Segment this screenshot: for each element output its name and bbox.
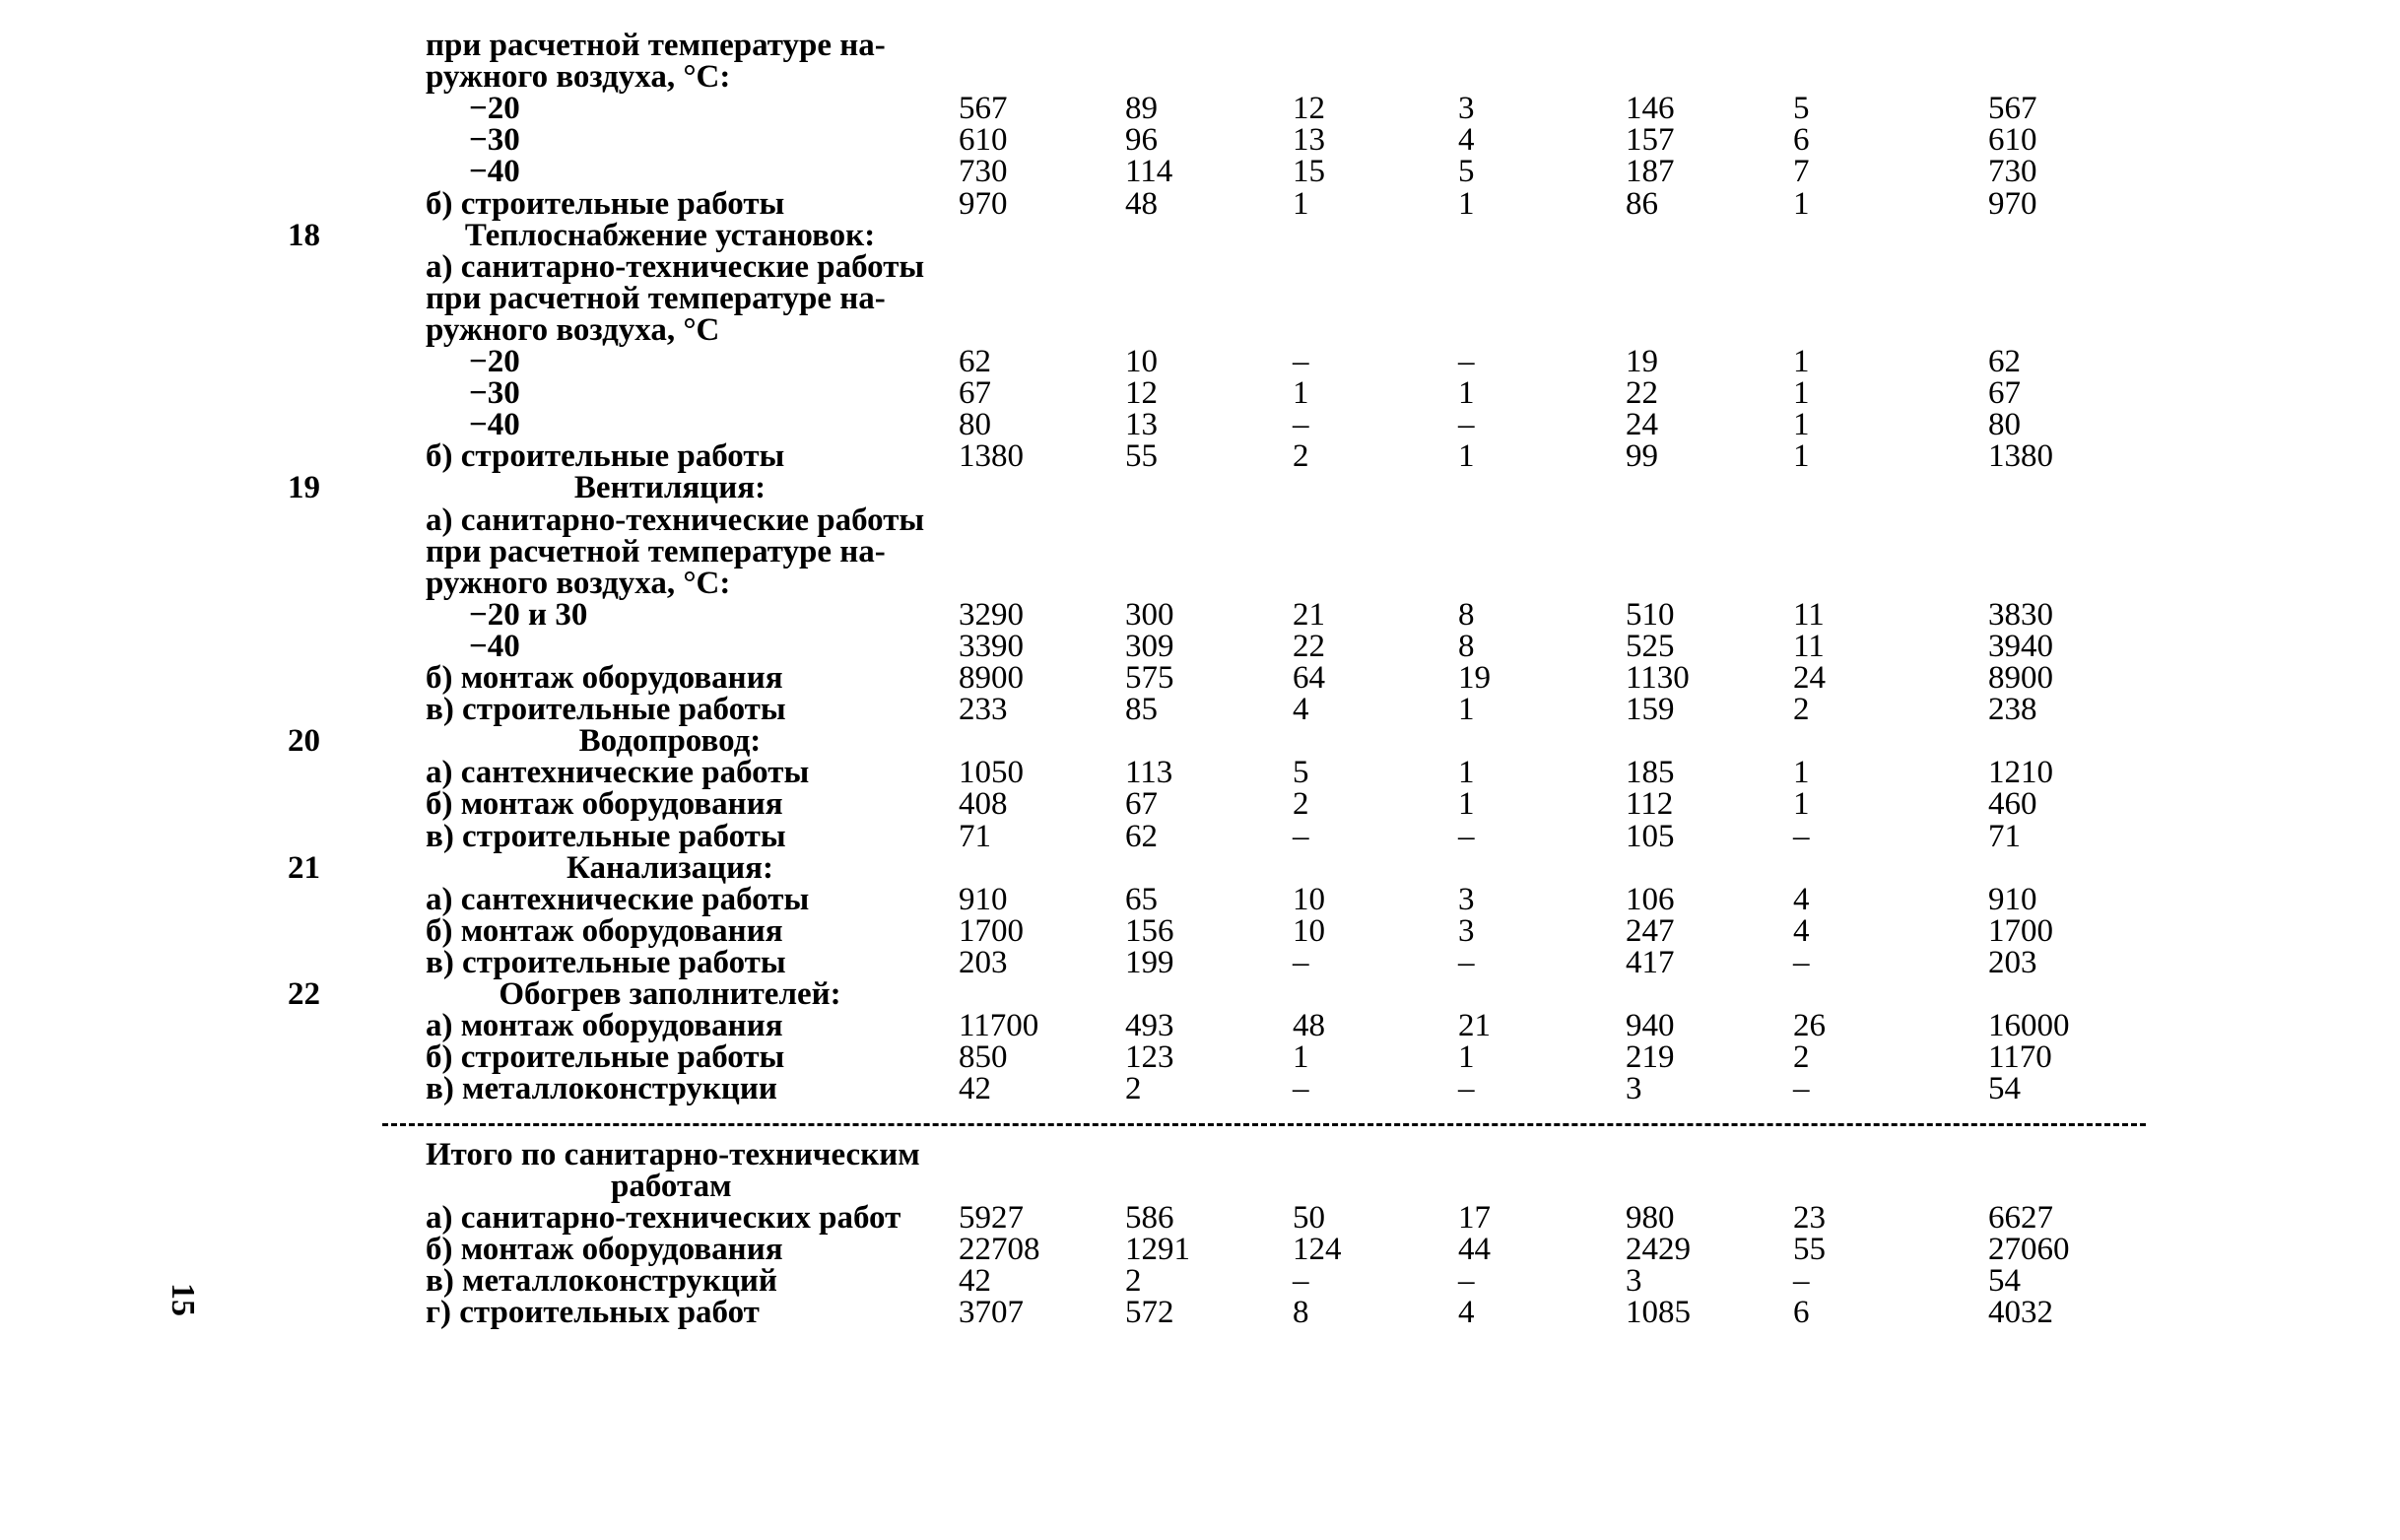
cell-value: 1	[1793, 344, 1810, 379]
cell-value: 44	[1458, 1232, 1491, 1267]
cell-value: 10	[1293, 913, 1325, 949]
table-row	[0, 220, 2400, 251]
cell-value: 3	[1626, 1071, 1642, 1106]
cell-value: 99	[1626, 438, 1658, 474]
cell-value: 3707	[959, 1295, 1024, 1330]
cell-value: 1	[1458, 692, 1475, 727]
cell-value: 5	[1793, 91, 1810, 126]
cell-value: –	[1293, 819, 1309, 854]
cell-value: 157	[1626, 122, 1675, 158]
section-number: 22	[288, 976, 320, 1012]
table-row	[0, 61, 2400, 93]
row-label: −40	[469, 407, 520, 442]
cell-value: 22	[1293, 629, 1325, 664]
table-row	[0, 1234, 2400, 1265]
cell-value: 8900	[959, 660, 1024, 696]
cell-value: 1380	[1988, 438, 2053, 474]
table-row	[0, 978, 2400, 1010]
cell-value: 567	[959, 91, 1008, 126]
row-label: в) металлоконструкции	[426, 1071, 777, 1106]
cell-value: 1130	[1626, 660, 1690, 696]
row-label: б) монтаж оборудования	[426, 660, 783, 696]
row-label: Итого по санитарно-техническим	[426, 1137, 920, 1172]
cell-value: 105	[1626, 819, 1675, 854]
cell-value: 85	[1125, 692, 1158, 727]
cell-value: 1	[1458, 186, 1475, 222]
row-label: ружного воздуха, °C:	[426, 566, 731, 601]
cell-value: 67	[959, 375, 991, 411]
cell-value: 3	[1626, 1263, 1642, 1299]
row-label: г) строительных работ	[426, 1295, 760, 1330]
row-label: Теплоснабжение установок:	[464, 218, 876, 253]
cell-value: 1	[1793, 407, 1810, 442]
cell-value: 4	[1793, 882, 1810, 917]
cell-value: 8900	[1988, 660, 2053, 696]
table-row	[0, 1041, 2400, 1073]
row-label: ружного воздуха, °C	[426, 312, 720, 348]
table-row	[0, 788, 2400, 820]
cell-value: 1	[1793, 438, 1810, 474]
row-label: б) монтаж оборудования	[426, 1232, 783, 1267]
cell-value: 203	[959, 945, 1008, 980]
table-row	[0, 694, 2400, 725]
table-row	[0, 1297, 2400, 1328]
table-row	[0, 884, 2400, 915]
cell-value: 1	[1458, 1039, 1475, 1075]
cell-value: 309	[1125, 629, 1174, 664]
cell-value: 300	[1125, 597, 1174, 633]
cell-value: 16000	[1988, 1008, 2070, 1043]
row-label: в) строительные работы	[426, 819, 786, 854]
row-label: а) санитарно-технических работ	[426, 1200, 901, 1236]
cell-value: 238	[1988, 692, 2037, 727]
section-number: 19	[288, 470, 320, 505]
row-label: а) санитарно-технические работы	[426, 249, 925, 285]
table-row	[0, 1265, 2400, 1297]
cell-value: 24	[1626, 407, 1658, 442]
cell-value: 2429	[1626, 1232, 1691, 1267]
cell-value: 8	[1458, 629, 1475, 664]
cell-value: 65	[1125, 882, 1158, 917]
cell-value: 11700	[959, 1008, 1039, 1043]
row-label: −20	[469, 344, 520, 379]
row-label: −30	[469, 122, 520, 158]
cell-value: –	[1793, 819, 1810, 854]
cell-value: 10	[1125, 344, 1158, 379]
cell-value: 1	[1458, 786, 1475, 822]
cell-value: 3	[1458, 913, 1475, 949]
cell-value: 19	[1458, 660, 1491, 696]
cell-value: 156	[1125, 913, 1174, 949]
cell-value: 4	[1458, 122, 1475, 158]
cell-value: 15	[1293, 154, 1325, 189]
cell-value: 80	[959, 407, 991, 442]
cell-value: 2	[1793, 1039, 1810, 1075]
cell-value: 22	[1626, 375, 1658, 411]
table-row	[0, 124, 2400, 156]
table-row	[0, 852, 2400, 884]
row-label: б) строительные работы	[426, 1039, 785, 1075]
cell-value: 3	[1458, 91, 1475, 126]
cell-value: –	[1793, 1263, 1810, 1299]
table-row	[0, 568, 2400, 599]
table-row	[0, 1073, 2400, 1105]
table-row	[0, 188, 2400, 220]
cell-value: 2	[1125, 1071, 1142, 1106]
cell-value: –	[1458, 945, 1475, 980]
cell-value: 11	[1793, 629, 1825, 664]
table-row	[0, 409, 2400, 440]
cell-value: 1170	[1988, 1039, 2052, 1075]
cell-value: 42	[959, 1071, 991, 1106]
cell-value: 417	[1626, 945, 1675, 980]
cell-value: 199	[1125, 945, 1174, 980]
table-row	[0, 631, 2400, 662]
table-row	[0, 536, 2400, 568]
row-label: б) строительные работы	[426, 186, 785, 222]
cell-value: 2	[1793, 692, 1810, 727]
cell-value: 7	[1793, 154, 1810, 189]
table-row	[0, 156, 2400, 187]
cell-value: 980	[1626, 1200, 1675, 1236]
table-row	[0, 1202, 2400, 1234]
cell-value: 1210	[1988, 755, 2053, 790]
row-label: а) санитарно-технические работы	[426, 502, 925, 538]
cell-value: 67	[1988, 375, 2021, 411]
cell-value: 146	[1626, 91, 1675, 126]
row-label: при расчетной температуре на-	[426, 534, 886, 569]
cell-value: 219	[1626, 1039, 1675, 1075]
cell-value: 1	[1293, 1039, 1309, 1075]
cell-value: 1700	[1988, 913, 2053, 949]
cell-value: 567	[1988, 91, 2037, 126]
cell-value: 71	[1988, 819, 2021, 854]
table-row	[0, 1139, 2400, 1171]
cell-value: 1	[1793, 786, 1810, 822]
cell-value: 3940	[1988, 629, 2053, 664]
cell-value: 113	[1125, 755, 1173, 790]
cell-value: 203	[1988, 945, 2037, 980]
cell-value: 460	[1988, 786, 2037, 822]
table-row	[0, 757, 2400, 788]
table-row	[0, 821, 2400, 852]
cell-value: 112	[1626, 786, 1674, 822]
cell-value: 21	[1293, 597, 1325, 633]
cell-value: –	[1293, 1263, 1309, 1299]
dashed-divider	[382, 1123, 2146, 1126]
cell-value: 62	[1988, 344, 2021, 379]
table-row	[0, 472, 2400, 503]
table-row	[0, 915, 2400, 947]
cell-value: 21	[1458, 1008, 1491, 1043]
cell-value: 233	[959, 692, 1008, 727]
table-row	[0, 251, 2400, 283]
cell-value: 11	[1793, 597, 1825, 633]
cell-value: 3830	[1988, 597, 2053, 633]
row-label: −40	[469, 154, 520, 189]
cell-value: 940	[1626, 1008, 1675, 1043]
cell-value: –	[1458, 1263, 1475, 1299]
row-label: в) строительные работы	[426, 692, 786, 727]
cell-value: 1085	[1626, 1295, 1691, 1330]
row-label: в) строительные работы	[426, 945, 786, 980]
page-number: 15	[165, 1283, 201, 1316]
table-row	[0, 947, 2400, 978]
cell-value: 1700	[959, 913, 1024, 949]
cell-value: 8	[1293, 1295, 1309, 1330]
table-row	[0, 30, 2400, 61]
cell-value: 13	[1293, 122, 1325, 158]
cell-value: 1050	[959, 755, 1024, 790]
cell-value: 2	[1125, 1263, 1142, 1299]
cell-value: 5927	[959, 1200, 1024, 1236]
cell-value: 55	[1125, 438, 1158, 474]
cell-value: 159	[1626, 692, 1675, 727]
cell-value: 730	[959, 154, 1008, 189]
cell-value: 610	[1988, 122, 2037, 158]
cell-value: 575	[1125, 660, 1174, 696]
cell-value: 3390	[959, 629, 1024, 664]
row-label: работам	[611, 1169, 732, 1204]
cell-value: 1	[1458, 755, 1475, 790]
cell-value: –	[1458, 819, 1475, 854]
row-label: б) монтаж оборудования	[426, 913, 783, 949]
cell-value: 247	[1626, 913, 1675, 949]
cell-value: 3290	[959, 597, 1024, 633]
row-label: при расчетной температуре на-	[426, 281, 886, 316]
cell-value: 86	[1626, 186, 1658, 222]
cell-value: 1291	[1125, 1232, 1190, 1267]
cell-value: 910	[1988, 882, 2037, 917]
cell-value: 48	[1293, 1008, 1325, 1043]
row-label: б) строительные работы	[426, 438, 785, 474]
cell-value: 106	[1626, 882, 1675, 917]
table-row	[0, 283, 2400, 314]
table-row	[0, 93, 2400, 124]
cell-value: 124	[1293, 1232, 1342, 1267]
section-number: 20	[288, 723, 320, 759]
cell-value: 6	[1793, 122, 1810, 158]
cell-value: 10	[1293, 882, 1325, 917]
table-row	[0, 725, 2400, 757]
cell-value: 4	[1793, 913, 1810, 949]
row-label: а) сантехнические работы	[426, 755, 810, 790]
cell-value: 48	[1125, 186, 1158, 222]
cell-value: 493	[1125, 1008, 1174, 1043]
cell-value: 22708	[959, 1232, 1040, 1267]
cell-value: 24	[1793, 660, 1826, 696]
cell-value: 4	[1293, 692, 1309, 727]
cell-value: 50	[1293, 1200, 1325, 1236]
cell-value: –	[1293, 1071, 1309, 1106]
cell-value: 23	[1793, 1200, 1826, 1236]
cell-value: 2	[1293, 786, 1309, 822]
cell-value: 42	[959, 1263, 991, 1299]
cell-value: 8	[1458, 597, 1475, 633]
cell-value: 54	[1988, 1263, 2021, 1299]
cell-value: 12	[1293, 91, 1325, 126]
cell-value: 114	[1125, 154, 1173, 189]
cell-value: 62	[1125, 819, 1158, 854]
cell-value: 610	[959, 122, 1008, 158]
row-label: −40	[469, 629, 520, 664]
table-row	[0, 1171, 2400, 1202]
cell-value: 408	[959, 786, 1008, 822]
cell-value: 185	[1626, 755, 1675, 790]
cell-value: 80	[1988, 407, 2021, 442]
table-row	[0, 599, 2400, 631]
cell-value: 525	[1626, 629, 1675, 664]
cell-value: –	[1458, 1071, 1475, 1106]
table-row	[0, 377, 2400, 409]
cell-value: 26	[1793, 1008, 1826, 1043]
row-label: а) монтаж оборудования	[426, 1008, 783, 1043]
cell-value: 5	[1293, 755, 1309, 790]
row-label: б) монтаж оборудования	[426, 786, 783, 822]
table-row	[0, 346, 2400, 377]
cell-value: 2	[1293, 438, 1309, 474]
row-label: Обогрев заполнителей:	[499, 976, 841, 1012]
table-row	[0, 440, 2400, 472]
cell-value: 123	[1125, 1039, 1174, 1075]
cell-value: 970	[1988, 186, 2037, 222]
cell-value: 27060	[1988, 1232, 2070, 1267]
row-label: ружного воздуха, °C:	[426, 59, 731, 95]
cell-value: 510	[1626, 597, 1675, 633]
cell-value: 5	[1458, 154, 1475, 189]
row-label: а) сантехнические работы	[426, 882, 810, 917]
cell-value: 54	[1988, 1071, 2021, 1106]
cell-value: 1	[1458, 438, 1475, 474]
cell-value: 3	[1458, 882, 1475, 917]
cell-value: 89	[1125, 91, 1158, 126]
cell-value: –	[1458, 344, 1475, 379]
table-row	[0, 314, 2400, 346]
cell-value: 1	[1793, 755, 1810, 790]
cell-value: 55	[1793, 1232, 1826, 1267]
cell-value: 187	[1626, 154, 1675, 189]
row-label: −20 и 30	[469, 597, 588, 633]
cell-value: 4	[1458, 1295, 1475, 1330]
cell-value: –	[1793, 1071, 1810, 1106]
cell-value: 850	[959, 1039, 1008, 1075]
cell-value: 6	[1793, 1295, 1810, 1330]
cell-value: 1	[1793, 186, 1810, 222]
cell-value: 1	[1293, 375, 1309, 411]
cell-value: –	[1293, 407, 1309, 442]
cell-value: 96	[1125, 122, 1158, 158]
cell-value: 910	[959, 882, 1008, 917]
cell-value: 67	[1125, 786, 1158, 822]
cell-value: 1380	[959, 438, 1024, 474]
row-label: Водопровод:	[578, 723, 762, 759]
cell-value: 62	[959, 344, 991, 379]
cell-value: 64	[1293, 660, 1325, 696]
table-row	[0, 662, 2400, 694]
cell-value: 730	[1988, 154, 2037, 189]
section-number: 21	[288, 850, 320, 886]
row-label: в) металлоконструкций	[426, 1263, 777, 1299]
cell-value: 1	[1293, 186, 1309, 222]
cell-value: –	[1793, 945, 1810, 980]
cell-value: 17	[1458, 1200, 1491, 1236]
cell-value: –	[1458, 407, 1475, 442]
row-label: при расчетной температуре на-	[426, 28, 886, 63]
row-label: Вентиляция:	[573, 470, 767, 505]
cell-value: 572	[1125, 1295, 1174, 1330]
table-row	[0, 504, 2400, 536]
cell-value: 586	[1125, 1200, 1174, 1236]
cell-value: 12	[1125, 375, 1158, 411]
cell-value: –	[1293, 945, 1309, 980]
section-number: 18	[288, 218, 320, 253]
table-row	[0, 1010, 2400, 1041]
cell-value: 1	[1793, 375, 1810, 411]
cell-value: 6627	[1988, 1200, 2053, 1236]
cell-value: 71	[959, 819, 991, 854]
row-label: −20	[469, 91, 520, 126]
row-label: Канализация:	[567, 850, 773, 886]
cell-value: –	[1293, 344, 1309, 379]
cell-value: 13	[1125, 407, 1158, 442]
cell-value: 4032	[1988, 1295, 2053, 1330]
cell-value: 1	[1458, 375, 1475, 411]
cell-value: 19	[1626, 344, 1658, 379]
row-label: −30	[469, 375, 520, 411]
cell-value: 970	[959, 186, 1008, 222]
